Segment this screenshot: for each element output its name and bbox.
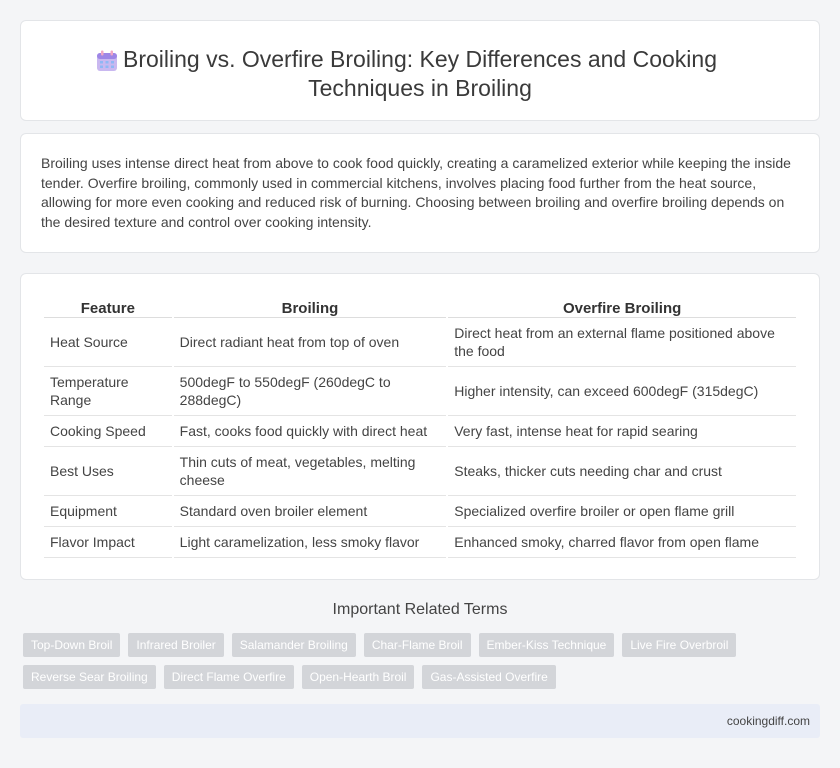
related-term-tag[interactable]: Infrared Broiler: [128, 633, 223, 657]
table-cell: Higher intensity, can exceed 600degF (315degC): [448, 367, 796, 416]
comparison-table: [42, 294, 798, 558]
related-terms-title: Important Related Terms: [332, 601, 508, 618]
related-term-tag[interactable]: Top-Down Broil: [23, 633, 120, 657]
table-cell: Heat Source: [44, 318, 172, 367]
header-feature: Feature: [44, 294, 172, 318]
table-cell: Steaks, thicker cuts needing char and crust: [448, 447, 796, 496]
table-cell: Thin cuts of meat, vegetables, melting cheese: [174, 447, 447, 496]
table-row: [44, 527, 796, 558]
table-cell: Direct radiant heat from top of oven: [174, 318, 447, 367]
calendar-icon: [95, 49, 119, 73]
table-cell: Cooking Speed: [44, 416, 172, 447]
intro-card: [20, 133, 820, 253]
comparison-card: [20, 273, 820, 580]
table-row: [44, 367, 796, 416]
header-card: [20, 20, 820, 121]
table-cell: Very fast, intense heat for rapid searing: [448, 416, 796, 447]
tag-row: [23, 633, 823, 657]
related-term-tag[interactable]: Salamander Broiling: [232, 633, 356, 657]
table-row: [44, 496, 796, 527]
header-broiling: Broiling: [174, 294, 447, 318]
table-cell: Light caramelization, less smoky flavor: [174, 527, 447, 558]
table-cell: Standard oven broiler element: [174, 496, 447, 527]
table-row: [44, 416, 796, 447]
title-wrap: [21, 45, 819, 103]
related-term-tag[interactable]: Gas-Assisted Overfire: [422, 665, 555, 689]
tag-row: [23, 665, 823, 689]
related-term-tag[interactable]: Direct Flame Overfire: [164, 665, 294, 689]
related-term-tag[interactable]: Open-Hearth Broil: [302, 665, 415, 689]
intro-text: Broiling uses intense direct heat from above to cook food quickly, creating a caramelized exterior while keeping the inside tender. Overfire broiling, commonly used in commercial kitchens, involves placing food further from the heat source, allowing for more even cooking and reduced risk of burning. Choosing between broiling and overfire broiling depends on the desired texture and control over cooking intensity.: [41, 155, 791, 230]
related-term-tag[interactable]: Live Fire Overbroil: [622, 633, 736, 657]
table-cell: Flavor Impact: [44, 527, 172, 558]
header-overfire-broiling: Overfire Broiling: [448, 294, 796, 318]
table-cell: Equipment: [44, 496, 172, 527]
table-header-row: [44, 294, 796, 318]
related-terms-list: [23, 633, 823, 697]
table-cell: Direct heat from an external flame positioned above the food: [448, 318, 796, 367]
table-row: [44, 447, 796, 496]
table-cell: Specialized overfire broiler or open flame grill: [448, 496, 796, 527]
table-cell: Best Uses: [44, 447, 172, 496]
related-term-tag[interactable]: Reverse Sear Broiling: [23, 665, 156, 689]
table-cell: Temperature Range: [44, 367, 172, 416]
related-term-tag[interactable]: Ember-Kiss Technique: [479, 633, 615, 657]
footer: [20, 704, 820, 738]
related-term-tag[interactable]: Char-Flame Broil: [364, 633, 471, 657]
table-row: [44, 318, 796, 367]
page-title: Broiling vs. Overfire Broiling: Key Differences and Cooking Techniques in Broiling: [122, 46, 717, 101]
site-link[interactable]: cookingdiff.com: [726, 714, 810, 728]
table-cell: Enhanced smoky, charred flavor from open flame: [448, 527, 796, 558]
table-cell: 500degF to 550degF (260degC to 288degC): [174, 367, 447, 416]
table-cell: Fast, cooks food quickly with direct heat: [174, 416, 447, 447]
